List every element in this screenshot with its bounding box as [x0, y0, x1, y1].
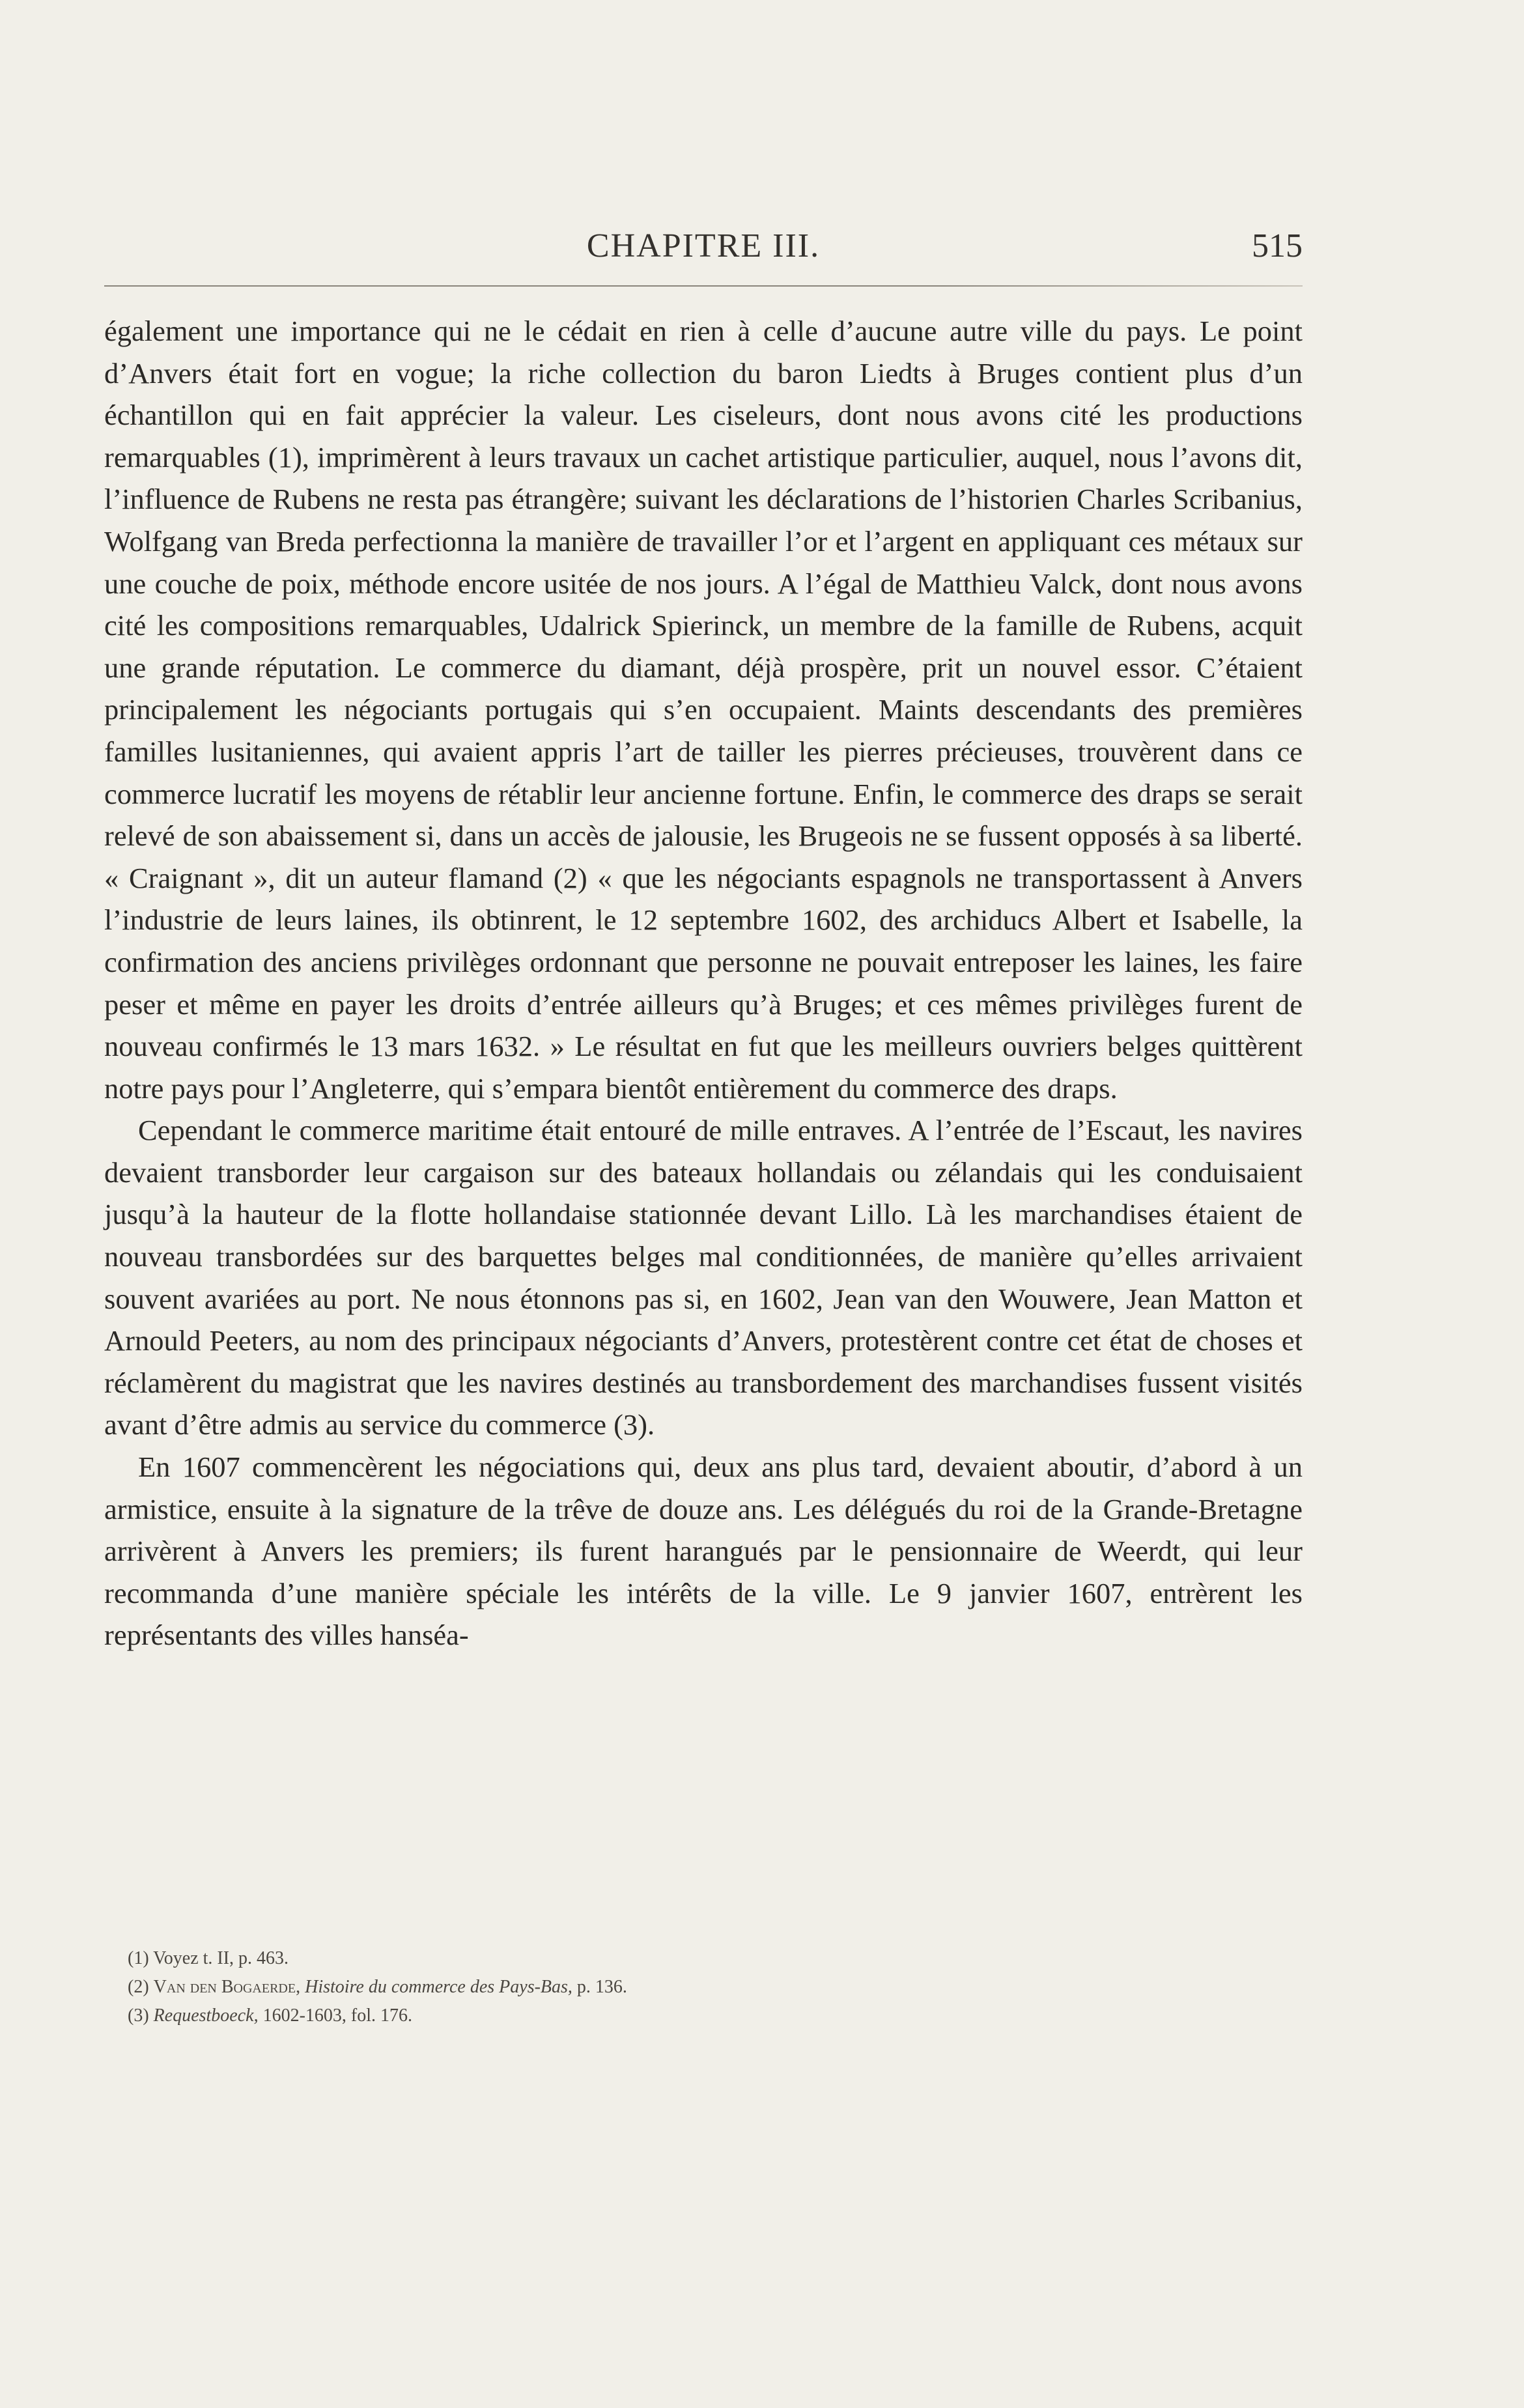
- footnote-title: Histoire du commerce des Pays-Bas,: [305, 1977, 572, 1997]
- paragraph: également une importance qui ne le cédait en rien à celle d’aucune autre ville du pays. Le point d’Anvers était fort en vogue; la riche collection du baron Liedts à Bruges contient plus d’un échantillon qui en fait apprécier la valeur. Les ciseleurs, dont nous avons cité les productions remarquables (1), imprimèrent à leurs travaux un cachet artistique particulier, auquel, nous l’avons dit, l’influence de Rubens ne resta pas étrangère; suivant les déclarations de l’historien Charles Scribanius, Wolfgang van Breda perfectionna la manière de travailler l’or et l’argent en appliquant ces métaux sur une couche de poix, méthode encore usitée de nos jours. A l’égal de Matthieu Valck, dont nous avons cité les compositions remarquables, Udalrick Spierinck, un membre de la famille de Rubens, acquit une grande réputation. Le commerce du diamant, déjà prospère, prit un nouvel essor. C’étaient principalement les négociants portugais qui s’en occupaient. Maints descendants des premières familles lusitaniennes, qui avaient appris l’art de tailler les pierres précieuses, trouvèrent dans ce commerce lucratif les moyens de rétablir leur ancienne fortune. Enfin, le commerce des draps se serait relevé de son abaissement si, dans un accès de jalousie, les Brugeois ne se fussent opposés à sa liberté. « Craignant », dit un auteur flamand (2) « que les négociants espagnols ne transportassent à Anvers l’industrie de leurs laines, ils obtinrent, le 12 septembre 1602, des archiducs Albert et Isabelle, la confirmation des anciens privilèges ordonnant que personne ne pouvait entreposer les laines, les faire peser et même en payer les droits d’entrée ailleurs qu’à Bruges; et ces mêmes privilèges furent de nouveau confirmés le 13 mars 1632. » Le résultat en fut que les meilleurs ouvriers belges quittèrent notre pays pour l’Angleterre, qui s’empara bientôt entièrement du commerce des draps.: [104, 315, 1303, 1105]
- footnote-3: [128, 2002, 1235, 2030]
- footnote-text: Voyez t. II, p. 463.: [153, 1948, 289, 1968]
- running-header: [104, 227, 1303, 279]
- footnote-author: Van den Bogaerde,: [153, 1977, 301, 1997]
- footnote-2: [128, 1973, 1235, 2002]
- footnote-marker: (1): [128, 1948, 149, 1968]
- chapter-title: CHAPITRE III.: [586, 227, 821, 264]
- footnote-marker: (3): [128, 2005, 149, 2026]
- footnote-page: p. 136.: [576, 1977, 627, 1997]
- page-number: 515: [1252, 227, 1303, 264]
- footnote-1: [128, 1944, 1235, 1973]
- paragraph: Cependant le commerce maritime était entouré de mille entraves. A l’entrée de l’Escaut, les navires devaient transborder leur cargaison sur des bateaux hollandais ou zélandais qui les conduisaient jusqu’à la hauteur de la flotte hollandaise stationnée devant Lillo. Là les marchandises étaient de nouveau transbordées sur des barquettes belges mal conditionnées, de manière qu’elles arrivaient souvent avariées au port. Ne nous étonnons pas si, en 1602, Jean van den Wouwere, Jean Matton et Arnould Peeters, au nom des principaux négociants d’Anvers, protestèrent contre cet état de choses et réclamèrent du magistrat que les navires destinés au transbordement des marchandises fussent visités avant d’être admis au service du commerce (3).: [104, 1114, 1303, 1441]
- footnote-marker: (2): [128, 1977, 149, 1997]
- footnote-title: Requestboeck,: [153, 2005, 259, 2026]
- paragraph: En 1607 commencèrent les négociations qui, deux ans plus tard, devaient aboutir, d’abord à un armistice, ensuite à la signature de la trêve de douze ans. Les délégués du roi de la Grande-Bretagne arrivèrent à Anvers les premiers; ils furent harangués par le pensionnaire de Weerdt, qui leur recommanda d’une manière spéciale les intérêts de la ville. Le 9 janvier 1607, entrèrent les représentants des villes hanséa-: [104, 1451, 1303, 1652]
- footnotes: [128, 1944, 1235, 2030]
- body-text: [104, 310, 1303, 1656]
- footnote-text: 1602-1603, fol. 176.: [262, 2005, 413, 2026]
- header-rule: [104, 285, 1303, 287]
